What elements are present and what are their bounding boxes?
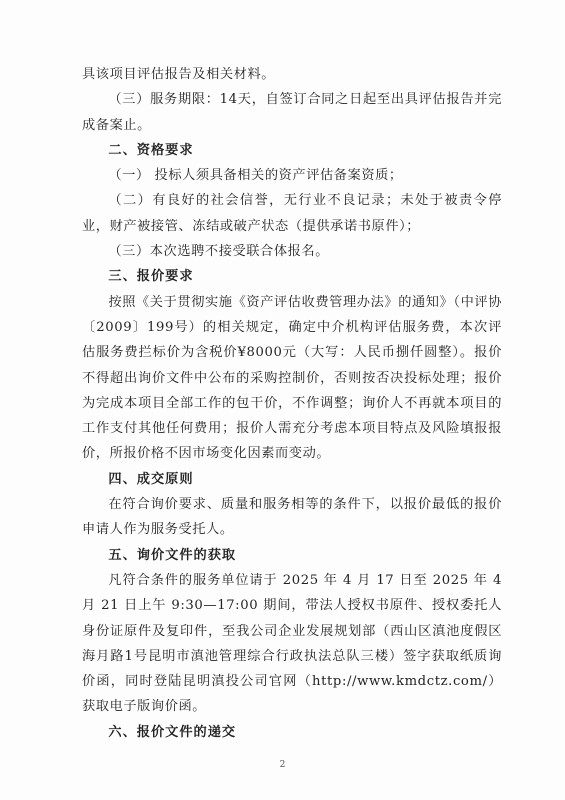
section-heading: 三、报价要求	[108, 269, 194, 285]
paragraph: 按照《关于贯彻实施《资产评估收费管理办法》的通知》（中评协〔2009〕199号）的相关规定，确定中介机构评估服务费，本次评估服务费拦标价为含税价¥8000元（大写：人民币捌仟圆整）。报价不得超出询价文件中公布的采购控制价，否则按否决投标处理；报价为完成本项目全部工作的包干价，不作调整；询价人不再就本项目的工作支付其他任何费用；报价人需充分考虑本项目特点及风险填报报价，所报价格不因市场变化因素而变动。	[82, 294, 502, 462]
document-body	[82, 62, 502, 745]
paragraph: 在符合询价要求、质量和服务相等的条件下，以报价最低的报价申请人作为服务受托人。	[82, 497, 502, 538]
paragraph: （二）有良好的社会信誉，无行业不良记录；未处于被责令停业，财产被接管、冻结或破产状态（提供承诺书原件）；	[82, 193, 502, 234]
paragraph: （一） 投标人须具备相关的资产评估备案资质；	[108, 168, 403, 184]
section-heading: 四、成交原则	[108, 471, 194, 487]
paragraph: （三）服务期限：14天，自签订合同之日起至出具评估报告并完成备案止。	[82, 92, 502, 133]
section-heading: 五、询价文件的获取	[108, 547, 237, 563]
paragraph: 凡符合条件的服务单位请于 2025 年 4 月 17 日至 2025 年 4 月 21 日上午 9:30—17:00 期间，带法人授权书原件、授权委托人身份证原件及复印件，至我公司企业发展规划部（西山区滇池度假区海月路1号昆明市滇池管理综合行政执法总队三楼）签字获取纸质询价函，同时登陆昆明滇投公司官网（http://www.kmdctz.com/）获取电子版询价函。	[82, 572, 502, 715]
page-number: 2	[279, 760, 286, 770]
paragraph: （三）本次选聘不接受联合体报名。	[108, 244, 329, 260]
section-heading: 六、报价文件的递交	[108, 724, 237, 740]
section-heading: 二、资格要求	[108, 142, 194, 158]
paragraph: 具该项目评估报告及相关材料。	[82, 67, 276, 82]
